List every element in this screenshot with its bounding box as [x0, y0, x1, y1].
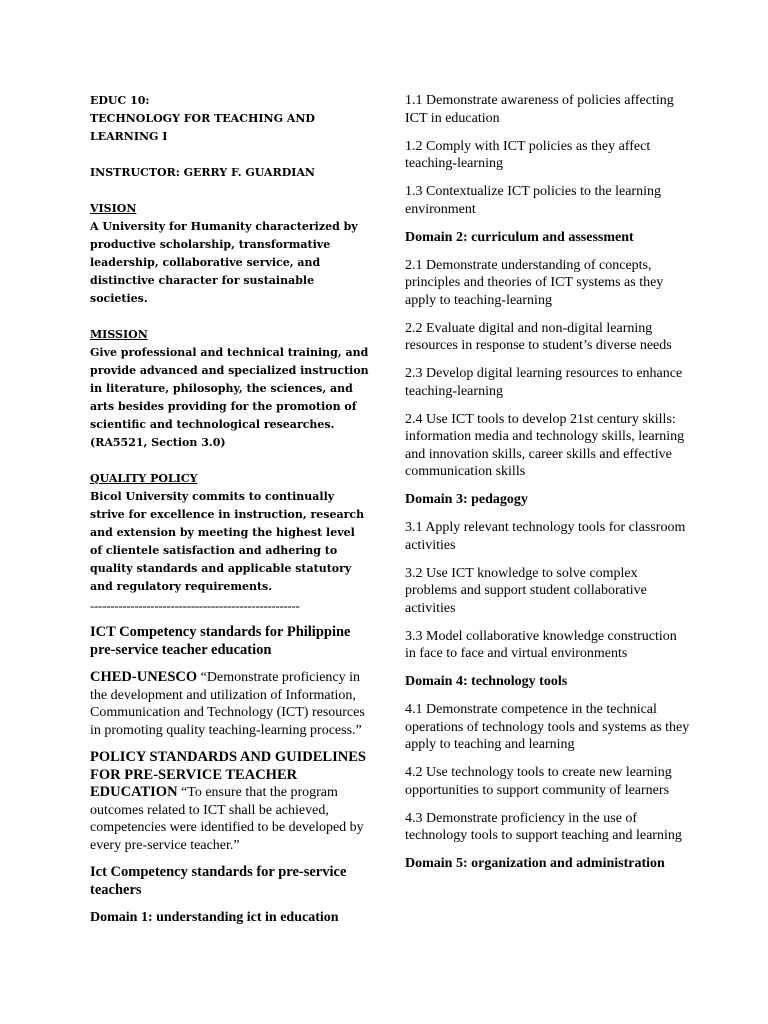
mission-heading: MISSION [90, 328, 148, 341]
competency-2-1: 2.1 Demonstrate understanding of concepts, principles and theories of ICT systems as they apply to teaching-learning [405, 257, 664, 308]
competency-2-4: 2.4 Use ICT tools to develop 21st century skills: information media and technology skills, learning and innovation skills, career skills and effective communication skills [405, 411, 685, 479]
policy-paragraph [90, 749, 370, 854]
domain-3-heading: Domain 3: pedagogy [405, 492, 528, 507]
policy-label: POLICY STANDARDS AND GUIDELINES FOR PRE-SERVICE TEACHER EDUCATION [90, 749, 366, 800]
vision-heading: VISION [90, 202, 137, 215]
quality-policy-text: Bicol University commits to continually strive for excellence in instruction, research and extension by meeting the highest level of clientele satisfaction and adhering to quality standards and applicable statutory and regulatory requirements. [90, 490, 365, 593]
competency-4-2: 4.2 Use technology tools to create new learning opportunities to support community of learners [405, 765, 672, 798]
domain-1-heading: Domain 1: understanding ict in education [90, 910, 339, 925]
standards-title: ICT Competency standards for Philippine pre-service teacher education [90, 624, 351, 658]
domain-5-heading: Domain 5: organization and administration [405, 856, 665, 871]
domain-4-heading: Domain 4: technology tools [405, 674, 568, 689]
competency-3-3: 3.3 Model collaborative knowledge construction in face to face and virtual environments [405, 628, 677, 661]
instructor: INSTRUCTOR: GERRY F. GUARDIAN [90, 166, 315, 179]
competency-3-2: 3.2 Use ICT knowledge to solve complex problems and support student collaborative activities [405, 565, 647, 616]
ict-standards-title: Ict Competency standards for pre-service teachers [90, 864, 347, 898]
quality-policy-heading: QUALITY POLICY [90, 472, 198, 485]
competency-1-2: 1.2 Comply with ICT policies as they affect teaching-learning [405, 138, 651, 171]
competency-2-3: 2.3 Develop digital learning resources to enhance teaching-learning [405, 366, 683, 399]
divider: ---------------------------------------------------- [90, 598, 300, 613]
competency-1-3: 1.3 Contextualize ICT policies to the learning environment [405, 184, 661, 217]
left-column [90, 92, 370, 937]
competency-1-1: 1.1 Demonstrate awareness of policies affecting ICT in education [405, 93, 674, 126]
header-block [90, 92, 370, 596]
competency-4-1: 4.1 Demonstrate competence in the technical operations of technology tools and systems as they apply to teaching and learning [405, 702, 690, 752]
ched-text: “Demonstrate proficiency in the development and utilization of Information, Communication and Technology (ICT) resources in promoting quality teaching-learning process.” [90, 670, 365, 738]
mission-text: Give professional and technical training, and provide advanced and specialized instruction in literature, philosophy, the sciences, and arts besides providing for the promotion of scientific and technological researches. (RA5521, Section 3.0) [90, 346, 369, 449]
ched-label: CHED-UNESCO [90, 669, 198, 685]
course-title: TECHNOLOGY FOR TEACHING AND LEARNING I [90, 112, 315, 143]
policy-text: “To ensure that the program outcomes related to ICT shall be achieved, competencies were identified to be developed by every pre-service teacher.” [90, 785, 364, 853]
competency-4-3: 4.3 Demonstrate proficiency in the use of technology tools to support teaching and learning [405, 810, 682, 843]
domain-2-heading: Domain 2: curriculum and assessment [405, 229, 634, 245]
left-body [90, 624, 370, 927]
ched-paragraph [90, 669, 370, 739]
right-column [405, 92, 690, 883]
vision-text: A University for Humanity characterized by productive scholarship, transformative leadership, collaborative service, and distinctive character for sustainable societies. [90, 220, 358, 305]
course-code: EDUC 10: [90, 94, 150, 107]
competency-2-2: 2.2 Evaluate digital and non-digital learning resources in response to student’s diverse needs [405, 320, 672, 353]
competency-3-1: 3.1 Apply relevant technology tools for classroom activities [405, 520, 686, 553]
